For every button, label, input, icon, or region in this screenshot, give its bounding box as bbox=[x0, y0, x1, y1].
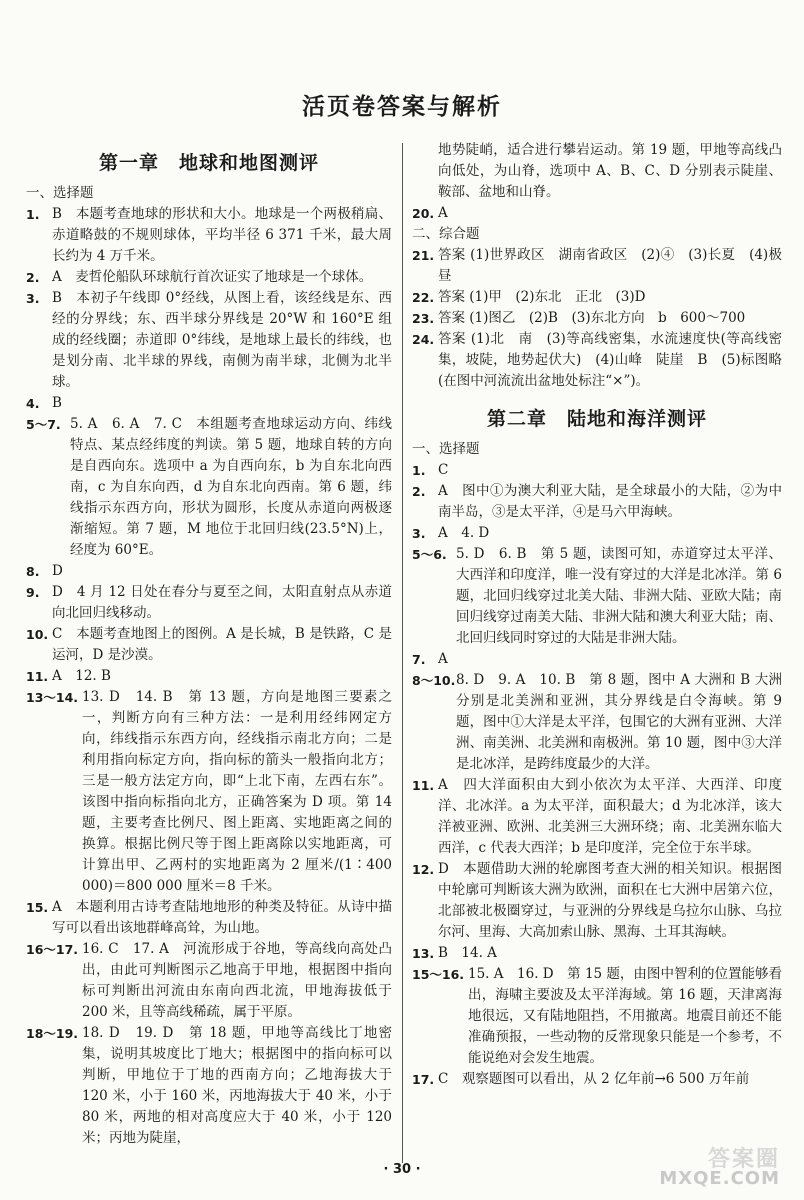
answer-text: C 本题考查地图上的图例。A 是长城，B 是铁路，C 是运河，D 是沙漠。 bbox=[52, 626, 392, 663]
answer-item bbox=[412, 203, 782, 224]
left-column bbox=[26, 140, 392, 1149]
answer-text: A 本题利用古诗考查陆地地形的种类及特征。从诗中描写可以看出该地群峰高耸，为山地。 bbox=[52, 899, 392, 936]
answer-item bbox=[26, 561, 392, 582]
answer-text: A 4. D bbox=[438, 525, 490, 541]
answer-number: 15. bbox=[26, 900, 49, 915]
section-heading-choice: 一、选择题 bbox=[412, 441, 480, 457]
answer-text: D 4 月 12 日处在春分与夏至之间，太阳直射点从赤道向北回归线移动。 bbox=[52, 584, 392, 621]
answer-number: 13～14. bbox=[26, 690, 79, 705]
answer-text: 15. A 16. D 第 15 题，由图中智利的位置能够看出，海啸主要波及太平洋海域。第 16 题，天津离海地很远，又有陆地阻挡，不用撤离。地震目前还不能准确预报，一些动物的反常现象只能是一个参考，不能说绝对会发生地震。 bbox=[468, 966, 782, 1066]
answer-number: 11. bbox=[412, 778, 435, 793]
answer-number: 12. bbox=[412, 862, 435, 877]
answer-text: 答案 (1)世界政区 湖南省政区 (2)④ (3)长夏 (4)极昼 bbox=[438, 247, 782, 284]
answer-text: 5. A 6. A 7. C 本组题考查地球运动方向、纬线特点、某点经纬度的判读。第 5 题，地球自转的方向是自西向东。选项中 a 为自西向东，b 为自东北向西南，c 为自东向西，d 为自东北向西南。第 6 题，纬线指示东西方向，形状为圆形，长度从赤道向两极逐渐缩短。第 7 题，M 地位于北回归线(23.5°N)上，经度为 60°E。 bbox=[70, 416, 392, 558]
answer-number: 3. bbox=[26, 291, 40, 306]
answer-number: 5～7. bbox=[26, 417, 61, 432]
answer-text: A 图中①为澳大利亚大陆，是全球最小的大陆，②为中南半岛，③是太平洋，④是马六甲海峡。 bbox=[438, 483, 782, 520]
answer-item bbox=[412, 523, 782, 544]
answer-number: 15～16. bbox=[412, 967, 465, 982]
continued-text: 地势陡峭，适合进行攀岩运动。第 19 题，甲地等高线凸向低处，为山脊，选项中 A、B、C、D 分别表示陡崖、鞍部、盆地和山脊。 bbox=[438, 142, 782, 200]
answer-text: 答案 (1)甲 (2)东北 正北 (3)D bbox=[438, 289, 646, 305]
answer-number: 17. bbox=[412, 1072, 435, 1087]
answer-item bbox=[412, 481, 782, 523]
answer-text: 5. D 6. B 第 5 题，读图可知，赤道穿过太平洋、大西洋和印度洋，唯一没有穿过的大洋是北冰洋。第 6 题，北回归线穿过北美大陆、非洲大陆、亚欧大陆；南回归线穿过南美大陆、非洲大陆和澳大利亚大陆；南、北回归线同时穿过的大陆是非洲大陆。 bbox=[456, 546, 782, 646]
answer-text: 16. C 17. A 河流形成于谷地，等高线向高处凸出，由此可判断图示乙地高于甲地，根据图中指向标可判断出河流由东南向西北流，甲地海拔低于 200 米，且等高线稀疏，属于平原。 bbox=[82, 941, 392, 1020]
answer-item bbox=[412, 287, 782, 308]
answer-number: 20. bbox=[412, 206, 435, 221]
answer-list bbox=[412, 245, 782, 392]
answer-text: D bbox=[52, 563, 63, 579]
answer-number: 4. bbox=[26, 396, 40, 411]
page-number: · 30 · bbox=[383, 1162, 421, 1177]
answer-text: A 麦哲伦船队环球航行首次证实了地球是一个球体。 bbox=[52, 269, 373, 285]
answer-text: A 四大洋面积由大到小依次为太平洋、大西洋、印度洋、北冰洋。a 为太平洋，面积最大；d 为北冰洋，该大洋被亚洲、欧洲、北美洲三大洲环绕；南、北美洲东临大西洋，c 代表大西洋；b 是印度洋，完全位于东半球。 bbox=[438, 777, 782, 856]
answer-item bbox=[412, 245, 782, 287]
answer-item bbox=[26, 687, 392, 897]
answer-text: B 14. A bbox=[438, 945, 497, 961]
answer-item bbox=[412, 1069, 782, 1090]
answer-number: 13. bbox=[412, 946, 435, 961]
answer-item bbox=[412, 964, 782, 1069]
answer-number: 24. bbox=[412, 332, 435, 347]
page-title: 活页卷答案与解析 bbox=[302, 93, 502, 120]
answer-list bbox=[412, 460, 782, 1090]
answer-item bbox=[26, 204, 392, 267]
answer-text: B bbox=[52, 395, 62, 411]
answer-text: A bbox=[438, 651, 448, 667]
answer-text: C bbox=[438, 462, 449, 478]
answer-item bbox=[412, 308, 782, 329]
answer-item bbox=[412, 544, 782, 649]
answer-item bbox=[26, 666, 392, 687]
answer-text: A bbox=[438, 205, 448, 221]
chapter-1-heading: 第一章 地球和地图测评 bbox=[98, 152, 319, 174]
answer-number: 1. bbox=[412, 463, 426, 478]
answer-item bbox=[26, 267, 392, 288]
answer-number: 5～6. bbox=[412, 547, 447, 562]
answer-text: 18. D 19. D 第 18 题，甲地等高线比丁地密集，说明其坡度比丁地大；根据图中的指向标可以判断，甲地位于丁地的西南方向；乙地海拔大于 120 米，小于 160 米，丙地海拔大于 40 米，小于 80 米，两地的相对高度应大于 40 米，小于 120 米；丙地为陡崖， bbox=[82, 1025, 392, 1146]
answer-number: 10. bbox=[26, 627, 49, 642]
column-divider bbox=[402, 143, 403, 1163]
answer-text: A 12. B bbox=[52, 668, 111, 684]
answer-text: 8. D 9. A 10. B 第 8 题，图中 A 大洲和 B 大洲分别是北美洲和亚洲，其分界线是白令海峡。第 9 题，图中①大洋是太平洋，包围它的大洲有亚洲、大洋洲、南美洲、北美洲和南极洲。第 10 题，图中③大洋是北冰洋，是跨纬度最少的大洋。 bbox=[456, 672, 782, 772]
answer-text: D 本题借助大洲的轮廓图考查大洲的相关知识。根据图中轮廓可判断该大洲为欧洲，面积在七大洲中居第六位，北部被北极圈穿过，与亚洲的分界线是乌拉尔山脉、乌拉尔河、里海、大高加索山脉、黑海、土耳其海峡。 bbox=[438, 861, 782, 940]
answer-number: 2. bbox=[412, 484, 426, 499]
watermark-logo bbox=[620, 1138, 790, 1194]
chapter-2-heading: 第二章 陆地和海洋测评 bbox=[486, 408, 707, 430]
watermark-text: 答案圈 bbox=[707, 1147, 780, 1172]
answer-item bbox=[26, 582, 392, 624]
answer-number: 18～19. bbox=[26, 1026, 79, 1041]
answer-item bbox=[26, 414, 392, 561]
answer-item bbox=[26, 939, 392, 1023]
answer-number: 8～10. bbox=[412, 673, 456, 688]
answer-item bbox=[412, 775, 782, 859]
answer-number: 8. bbox=[26, 564, 40, 579]
answer-text: C 观察题图可以看出，从 2 亿年前→6 500 万年前 bbox=[438, 1071, 750, 1087]
answer-item bbox=[412, 670, 782, 775]
answer-text: B 本初子午线即 0°经线，从图上看，该经线是东、西经的分界线；东、西半球分界线是 20°W 和 160°E 组成的经线圈；赤道即 0°纬线，是地球上最长的纬线，也是划分南、北半球的界线，南侧为南半球，北侧为北半球。 bbox=[52, 290, 392, 390]
answer-number: 1. bbox=[26, 207, 40, 222]
answer-number: 16～17. bbox=[26, 942, 79, 957]
answer-item bbox=[412, 460, 782, 481]
watermark-url: MXQE.COM bbox=[659, 1168, 780, 1189]
answer-number: 22. bbox=[412, 290, 435, 305]
answer-item bbox=[26, 897, 392, 939]
answer-item bbox=[412, 329, 782, 392]
answer-item bbox=[412, 649, 782, 670]
answer-list bbox=[26, 204, 392, 1149]
answer-number: 7. bbox=[412, 652, 426, 667]
answer-list bbox=[412, 203, 782, 224]
answer-text: 13. D 14. B 第 13 题，方向是地图三要素之一，判断方向有三种方法：一是利用经纬网定方向，纬线指示东西方向，经线指示南北方向；二是利用指向标定方向，指向标的箭头一般指向北方；三是一般方法定方向，即“上北下南，左西右东”。该图中指向标指向北方，正确答案为 D 项。第 14 题，主要考查比例尺、图上距离、实地距离之间的换算。根据比例尺等于图上距离除以实地距离，可计算出甲、乙两村的实地距离为 2 厘米/(1∶400 000)＝800 000 厘米＝8 千米。 bbox=[82, 689, 392, 894]
answer-text: 答案 (1)图乙 (2)B (3)东北方向 b 600～700 bbox=[438, 310, 746, 326]
answer-number: 11. bbox=[26, 669, 49, 684]
section-heading-choice: 一、选择题 bbox=[26, 185, 94, 201]
answer-text: B 本题考查地球的形状和大小。地球是一个两极稍扁、赤道略鼓的不规则球体，平均半径 6 371 千米，最大周长约为 4 万千米。 bbox=[52, 206, 392, 264]
answer-item bbox=[26, 1023, 392, 1149]
answer-number: 23. bbox=[412, 311, 435, 326]
answer-item bbox=[412, 859, 782, 943]
answer-number: 9. bbox=[26, 585, 40, 600]
answer-item bbox=[26, 288, 392, 393]
answer-number: 21. bbox=[412, 248, 435, 263]
answer-text: 答案 (1)北 南 (3)等高线密集，水流速度快(等高线密集，坡陡，地势起伏大) (4)山峰 陡崖 B (5)标图略(在图中河流流出盆地处标注“×”)。 bbox=[438, 331, 782, 389]
answer-number: 2. bbox=[26, 270, 40, 285]
answer-number: 3. bbox=[412, 526, 426, 541]
answer-item bbox=[26, 393, 392, 414]
section-heading-comprehensive: 二、综合题 bbox=[412, 226, 480, 242]
answer-item bbox=[26, 624, 392, 666]
answer-item bbox=[412, 943, 782, 964]
right-column bbox=[412, 140, 782, 1090]
